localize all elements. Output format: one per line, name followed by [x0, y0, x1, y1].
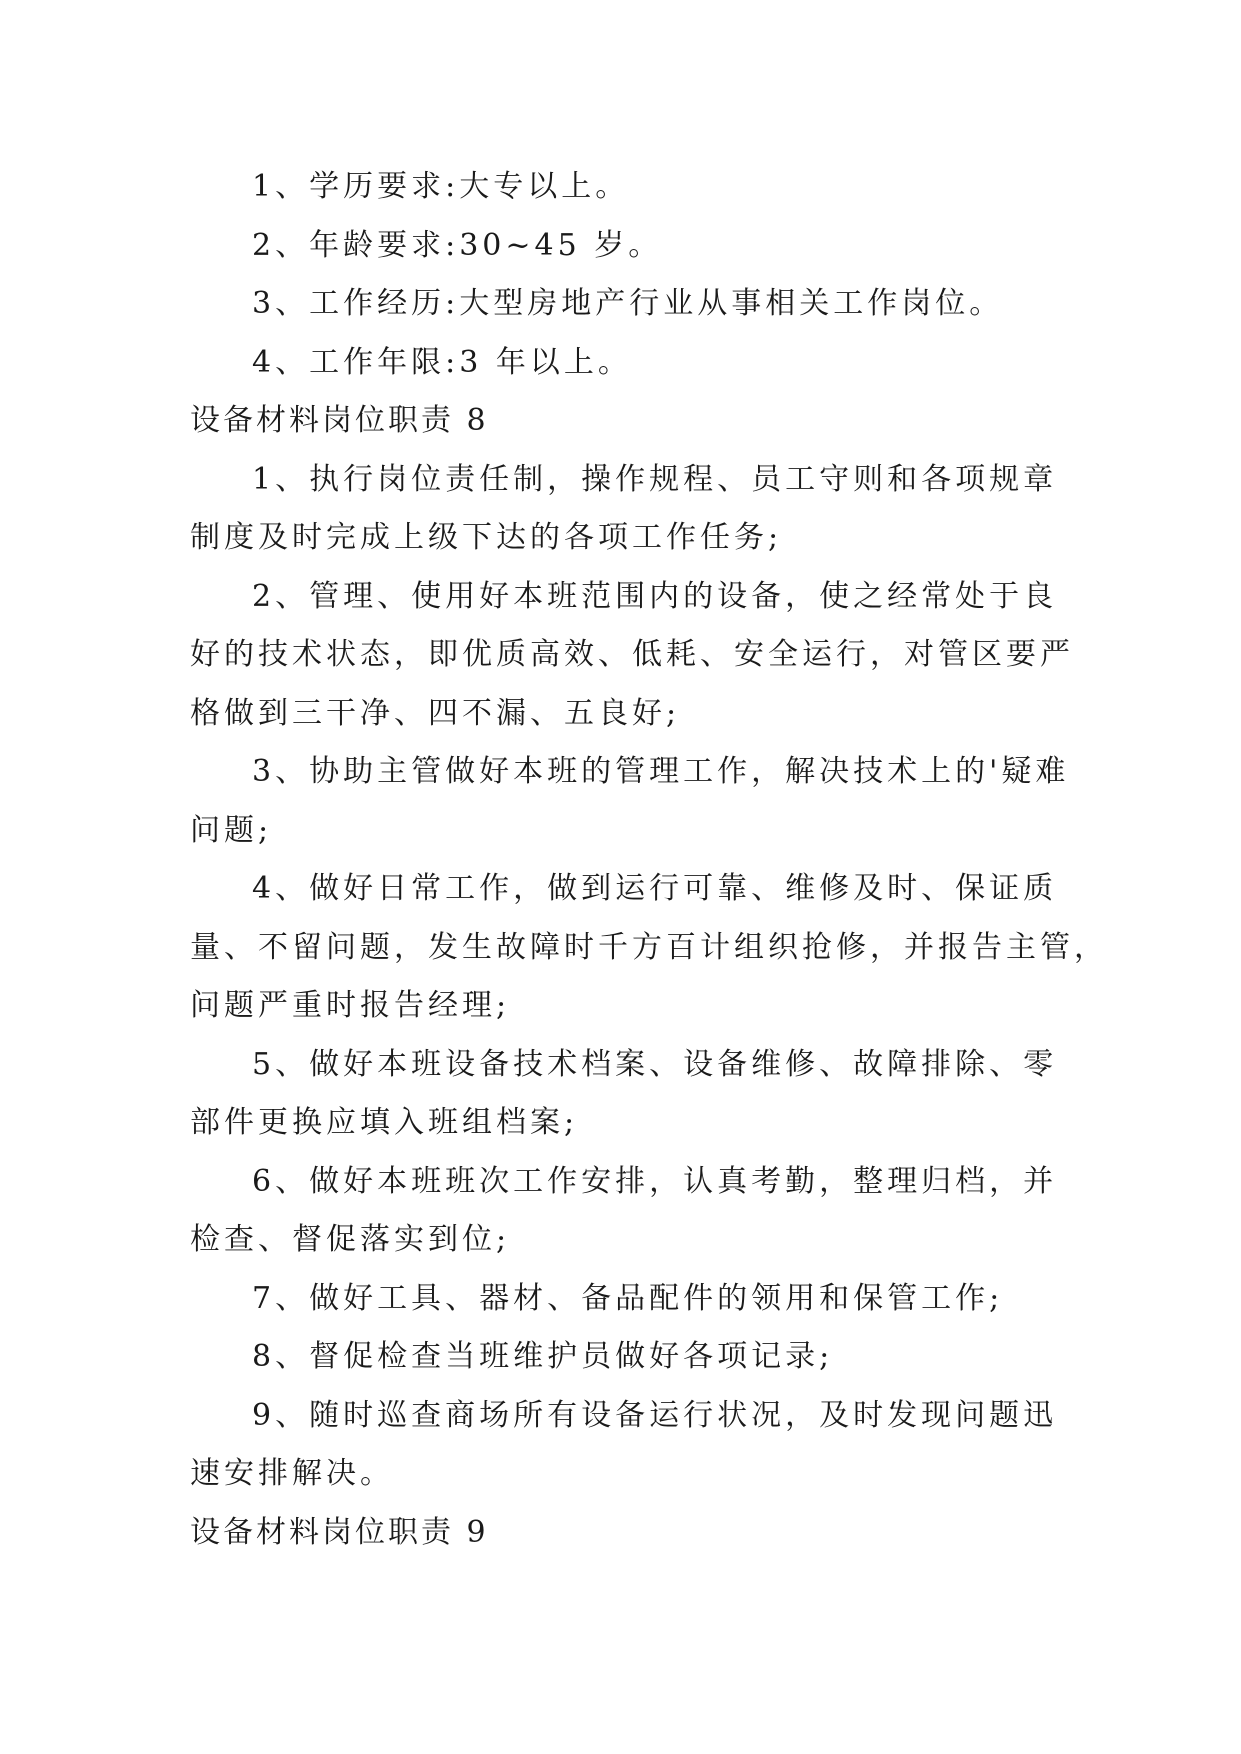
duty-9-line-2: 速安排解决。	[190, 1456, 394, 1491]
duty-2-line-2: 好的技术状态，即优质高效、低耗、安全运行，对管区要严	[190, 637, 1074, 672]
duty-1-line-1: 1、执行岗位责任制，操作规程、员工守则和各项规章	[252, 461, 1058, 497]
duty-2-line-1: 2、管理、使用好本班范围内的设备，使之经常处于良	[252, 578, 1058, 614]
duty-9-line-1: 9、随时巡查商场所有设备运行状况，及时发现问题迅	[252, 1397, 1058, 1433]
duty-3-line-2: 问题;	[190, 812, 273, 848]
duty-3-line-1: 3、协助主管做好本班的管理工作，解决技术上的'疑难	[252, 754, 1070, 789]
requirement-years: 4、工作年限:3 年以上。	[252, 344, 632, 380]
duty-5-line-2: 部件更换应填入班组档案;	[190, 1105, 579, 1140]
requirement-age: 2、年龄要求:30~45 岁。	[252, 227, 663, 263]
section-8-heading: 设备材料岗位职责 8	[190, 403, 489, 438]
document-body	[190, 158, 1108, 1562]
duty-6-line-2: 检查、督促落实到位;	[190, 1222, 511, 1257]
section-9-heading: 设备材料岗位职责 9	[190, 1514, 489, 1550]
duty-8-line-1: 8、督促检查当班维护员做好各项记录;	[252, 1339, 834, 1374]
duty-5-line-1: 5、做好本班设备技术档案、设备维修、故障排除、零	[252, 1046, 1058, 1082]
duty-1-line-2: 制度及时完成上级下达的各项工作任务;	[190, 520, 783, 555]
requirement-experience: 3、工作经历:大型房地产行业从事相关工作岗位。	[252, 286, 1004, 321]
duty-4-line-2: 量、不留问题，发生故障时千方百计组织抢修，并报告主管，	[190, 929, 1108, 965]
duty-7-line-1: 7、做好工具、器材、备品配件的领用和保管工作;	[252, 1280, 1004, 1316]
duty-4-line-3: 问题严重时报告经理;	[190, 988, 511, 1023]
requirement-education: 1、学历要求:大专以上。	[252, 169, 630, 204]
duty-2-line-3: 格做到三干净、四不漏、五良好;	[190, 695, 681, 731]
duty-6-line-1: 6、做好本班班次工作安排，认真考勤，整理归档，并	[252, 1163, 1058, 1199]
duty-4-line-1: 4、做好日常工作，做到运行可靠、维修及时、保证质	[252, 871, 1058, 906]
